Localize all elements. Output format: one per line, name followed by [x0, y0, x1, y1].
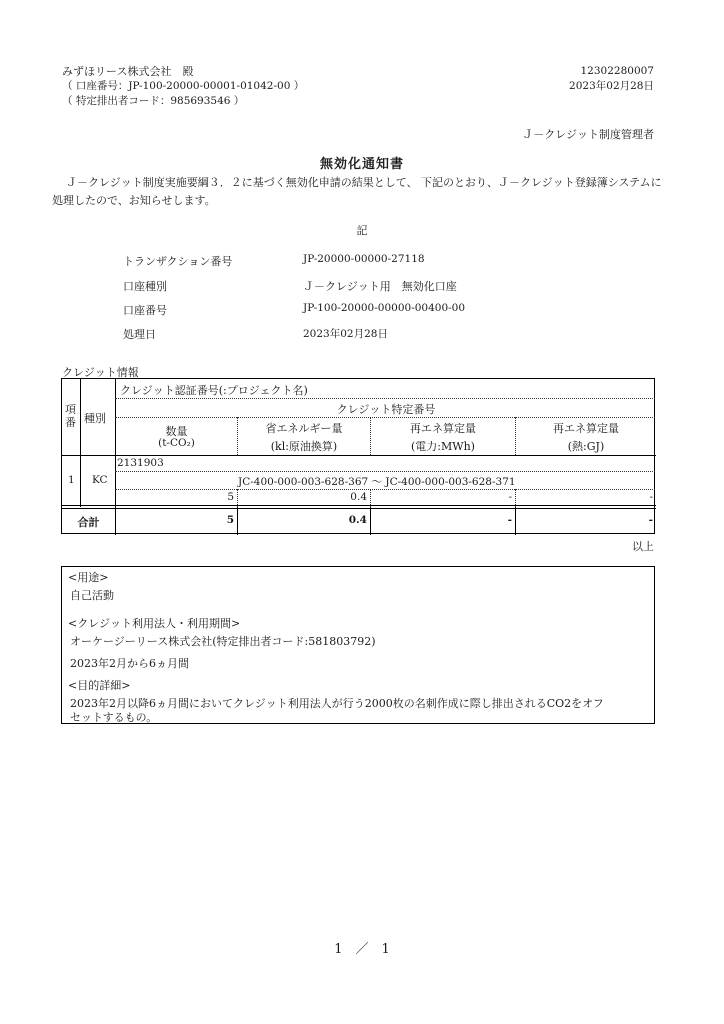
header-energy-saving-unit: (kl:原油換算)	[270, 440, 338, 453]
detail-label: トランザクション番号	[123, 255, 233, 268]
detail-value: 2023年02月28日	[303, 328, 388, 340]
row-renew-power: -	[508, 491, 512, 503]
header-renew-heat-unit: (熱:GJ)	[567, 440, 605, 453]
row-specific-no: JC-400-000-003-628-367 ～ JC-400-000-003-628-371	[238, 476, 516, 488]
detail-row-transaction	[123, 253, 573, 271]
detail-row-account-number	[123, 302, 573, 320]
header-cert-no: クレジット認証番号(:プロジェクト名)	[120, 384, 308, 397]
page-number: 1 ／ 1	[334, 942, 390, 957]
row-kind: KC	[92, 474, 108, 486]
user-value: オーケージーリース株式会社(特定排出者コード:581803792)	[70, 635, 376, 648]
divider	[80, 379, 81, 507]
detail-label: 口座番号	[123, 304, 167, 317]
issuer: Ｊ－クレジット制度管理者	[522, 128, 654, 141]
recipient-name: みずほリース株式会社 殿	[62, 65, 194, 78]
document-number: 12302280007	[580, 65, 654, 77]
header-item-no: 項番	[65, 403, 76, 429]
total-energy-saving: 0.4	[348, 514, 367, 526]
row-energy-saving: 0.4	[350, 491, 367, 503]
credit-table-caption: クレジット情報	[62, 366, 139, 379]
header-specific-no: クレジット特定番号	[336, 403, 436, 416]
header-renew-power-unit: (電力:MWh)	[411, 440, 475, 453]
notes-box	[61, 566, 655, 724]
header-kind: 種別	[84, 412, 106, 425]
detail-label: 口座種別	[123, 280, 167, 293]
end-mark: 以上	[632, 540, 654, 553]
issue-date: 2023年02月28日	[569, 80, 654, 92]
row-item-no: 1	[68, 474, 75, 486]
divider	[115, 417, 655, 418]
detail-row-processing-date	[123, 326, 573, 344]
header-energy-saving: 省エネルギー量	[265, 422, 343, 435]
header-quantity: 数量	[165, 425, 188, 438]
purpose-value: 自己活動	[70, 589, 114, 602]
row-cert-no: 2131903	[117, 457, 164, 469]
divider	[115, 489, 655, 490]
divider	[115, 398, 655, 399]
purpose-label: <用途>	[68, 571, 109, 584]
total-quantity: 5	[226, 514, 234, 526]
detail-value: Ｊ－クレジット用 無効化口座	[303, 280, 457, 293]
credit-table	[61, 378, 655, 534]
header-renew-power: 再エネ算定量	[410, 422, 476, 435]
divider	[115, 471, 655, 472]
row-renew-heat: -	[649, 491, 653, 503]
ki-mark: 記	[356, 224, 368, 237]
divider	[62, 505, 656, 506]
detail-value-line2: セットするもの。	[70, 711, 158, 724]
total-renew-heat: -	[648, 514, 653, 526]
row-quantity: 5	[227, 491, 234, 503]
emitter-code-line: （ 特定排出者コード：985693546 ）	[62, 95, 245, 107]
header-quantity-unit: (t-CO₂)	[158, 437, 195, 449]
divider	[62, 455, 656, 456]
detail-label: <目的詳細>	[68, 679, 131, 692]
detail-value-line1: 2023年2月以降6ヵ月間においてクレジット利用法人が行う2000枚の名刺作成に際し排出されるCO2をオフ	[70, 697, 604, 710]
header-renew-heat: 再エネ算定量	[553, 422, 619, 435]
detail-label: 処理日	[123, 328, 156, 341]
total-renew-power: -	[507, 514, 512, 526]
document-title: 無効化通知書	[319, 157, 404, 172]
detail-value: JP-100-20000-00000-00400-00	[303, 302, 466, 314]
total-label: 合計	[77, 516, 100, 529]
user-label: <クレジット利用法人・利用期間>	[68, 617, 241, 630]
divider	[62, 508, 656, 509]
body-text: Ｊ－クレジット制度実施要綱３．２に基づく無効化申請の結果として、 下記のとおり、Ｊ－クレジット登録簿システムに処理したので、お知らせします。	[52, 176, 662, 207]
period-value: 2023年2月から6ヵ月間	[70, 657, 189, 670]
recipient-block	[62, 64, 304, 109]
detail-value: JP-20000-00000-27118	[303, 253, 425, 265]
detail-row-account-type	[123, 278, 573, 296]
account-number-line: （ 口座番号：JP-100-20000-00001-01042-00 ）	[62, 80, 305, 92]
reference-block	[569, 64, 654, 94]
